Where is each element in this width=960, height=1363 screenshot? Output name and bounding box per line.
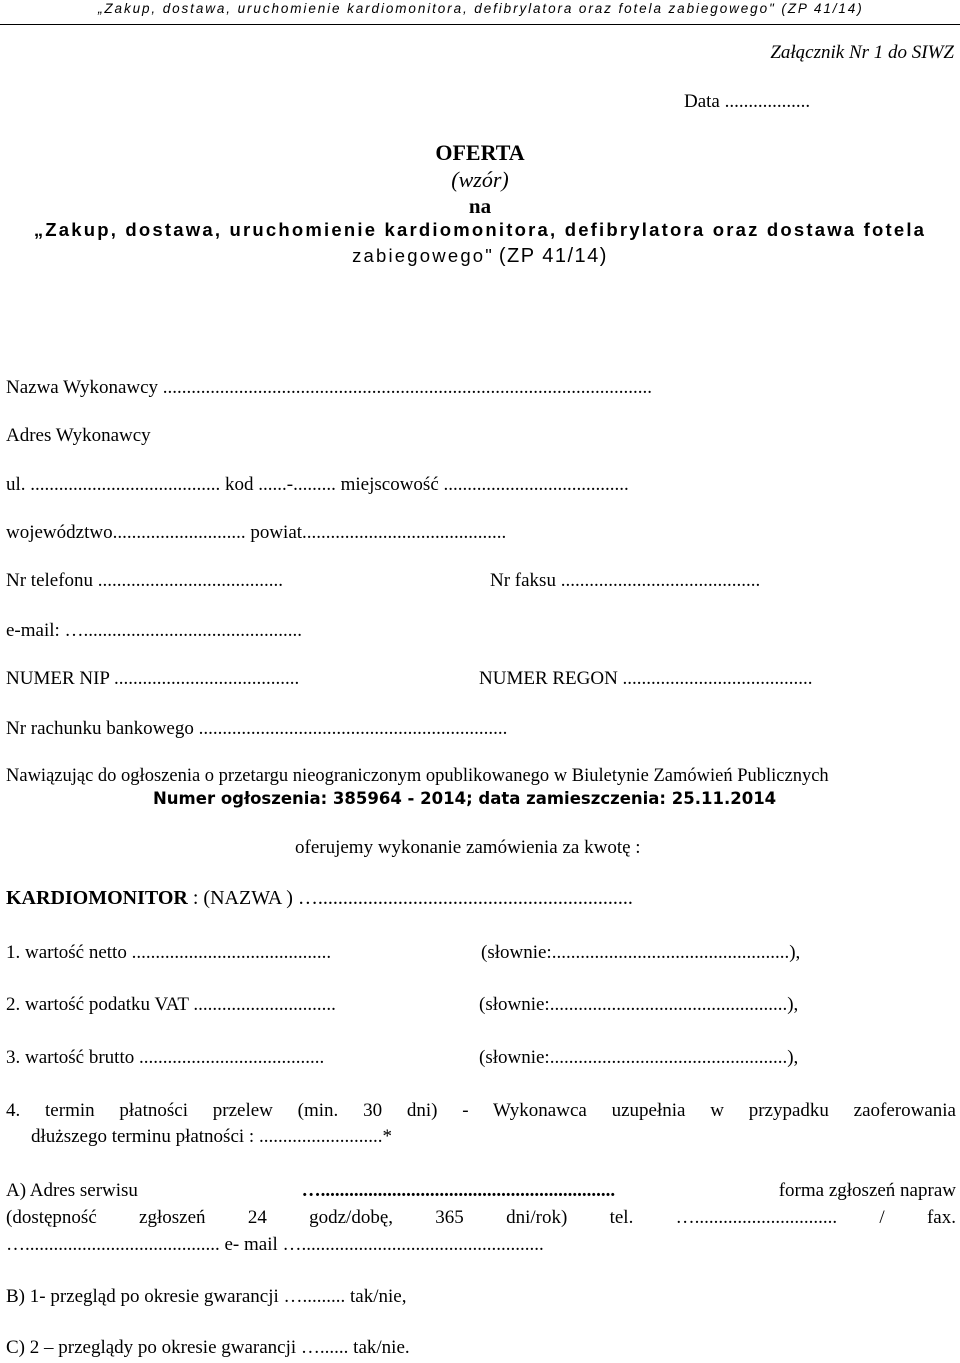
subject-line-2	[0, 245, 960, 268]
contractor-bank: Nr rachunku bankowego .................................................................	[6, 718, 508, 739]
product-name: KARDIOMONITOR	[6, 887, 188, 909]
service-a-line-1	[6, 1180, 956, 1202]
contractor-email: e-mail: …..............................................	[6, 620, 303, 641]
payment-line-1: 4. termin płatności przelew (min. 30 dni) - Wykonawca uzupełnia w przypadku zaoferowania	[6, 1100, 956, 1121]
date-field: Data ..................	[684, 91, 811, 112]
product-line	[6, 887, 633, 910]
payment-line-2: dłuższego terminu płatności : ..........................*	[31, 1126, 392, 1147]
product-name-field: : (NAZWA ) …...............................................................	[187, 887, 633, 909]
item-3-label: 3. wartość brutto .......................................	[6, 1047, 325, 1068]
offer-title: OFERTA	[435, 140, 525, 165]
item-1-label: 1. wartość netto ..........................................	[6, 942, 332, 963]
service-a-line-3: …......................................... e- mail …...................................................	[6, 1234, 544, 1255]
reference-line-2: Numer ogłoszenia: 385964 - 2014; data zamieszczenia: 25.11.2014	[153, 789, 777, 808]
attachment-label: Załącznik Nr 1 do SIWZ	[770, 42, 954, 63]
service-a-address-field: …..............................................................	[301, 1180, 616, 1201]
template-label: (wzór)	[451, 167, 509, 192]
contractor-phone: Nr telefonu .......................................	[6, 570, 284, 591]
subject-line-2-b: (ZP 41/14)	[498, 245, 608, 267]
offer-amount-intro: oferujemy wykonanie zamówienia za kwotę :	[295, 837, 641, 858]
contractor-regon: NUMER REGON ........................................	[479, 668, 813, 689]
running-header: „Zakup, dostawa, uruchomienie kardiomonitora, defibrylatora oraz fotela zabiegowego" (ZP 41/14)	[98, 1, 864, 16]
service-a-form: forma zgłoszeń napraw	[778, 1180, 956, 1201]
on-label: na	[468, 194, 492, 218]
item-1-words: (słownie:..................................................),	[481, 942, 801, 963]
contractor-name: Nazwa Wykonawcy .......................................................................................................	[6, 377, 653, 398]
service-b-line: B) 1- przegląd po okresie gwarancji …......... tak/nie,	[6, 1286, 407, 1307]
contractor-nip: NUMER NIP .......................................	[6, 668, 300, 689]
item-3-words: (słownie:..................................................),	[479, 1047, 799, 1068]
subject-line-2-a: zabiegowego"	[352, 245, 495, 266]
item-2-label: 2. wartość podatku VAT ..............................	[6, 994, 336, 1015]
contractor-street: ul. ........................................ kod ......-......... miejscowość .......................................	[6, 474, 629, 495]
service-a-label: A) Adres serwisu	[6, 1180, 138, 1201]
subject-line-1: „Zakup, dostawa, uruchomienie kardiomonitora, defibrylatora oraz dostawa fotela	[33, 219, 927, 240]
service-a-line-2: (dostępność zgłoszeń 24 godz/dobę, 365 dni/rok) tel. ….............................. / fax.	[6, 1207, 956, 1228]
contractor-voivodeship: województwo............................ powiat...........................................	[6, 522, 507, 543]
contractor-fax: Nr faksu ..........................................	[490, 570, 761, 591]
contractor-address-label: Adres Wykonawcy	[6, 425, 151, 446]
reference-line-1: Nawiązując do ogłoszenia o przetargu nieograniczonym opublikowanego w Biuletynie Zamówień Publicznych	[6, 766, 829, 786]
service-c-line: C) 2 – przeglądy po okresie gwarancji …...... tak/nie.	[6, 1337, 410, 1358]
item-2-words: (słownie:..................................................),	[479, 994, 799, 1015]
